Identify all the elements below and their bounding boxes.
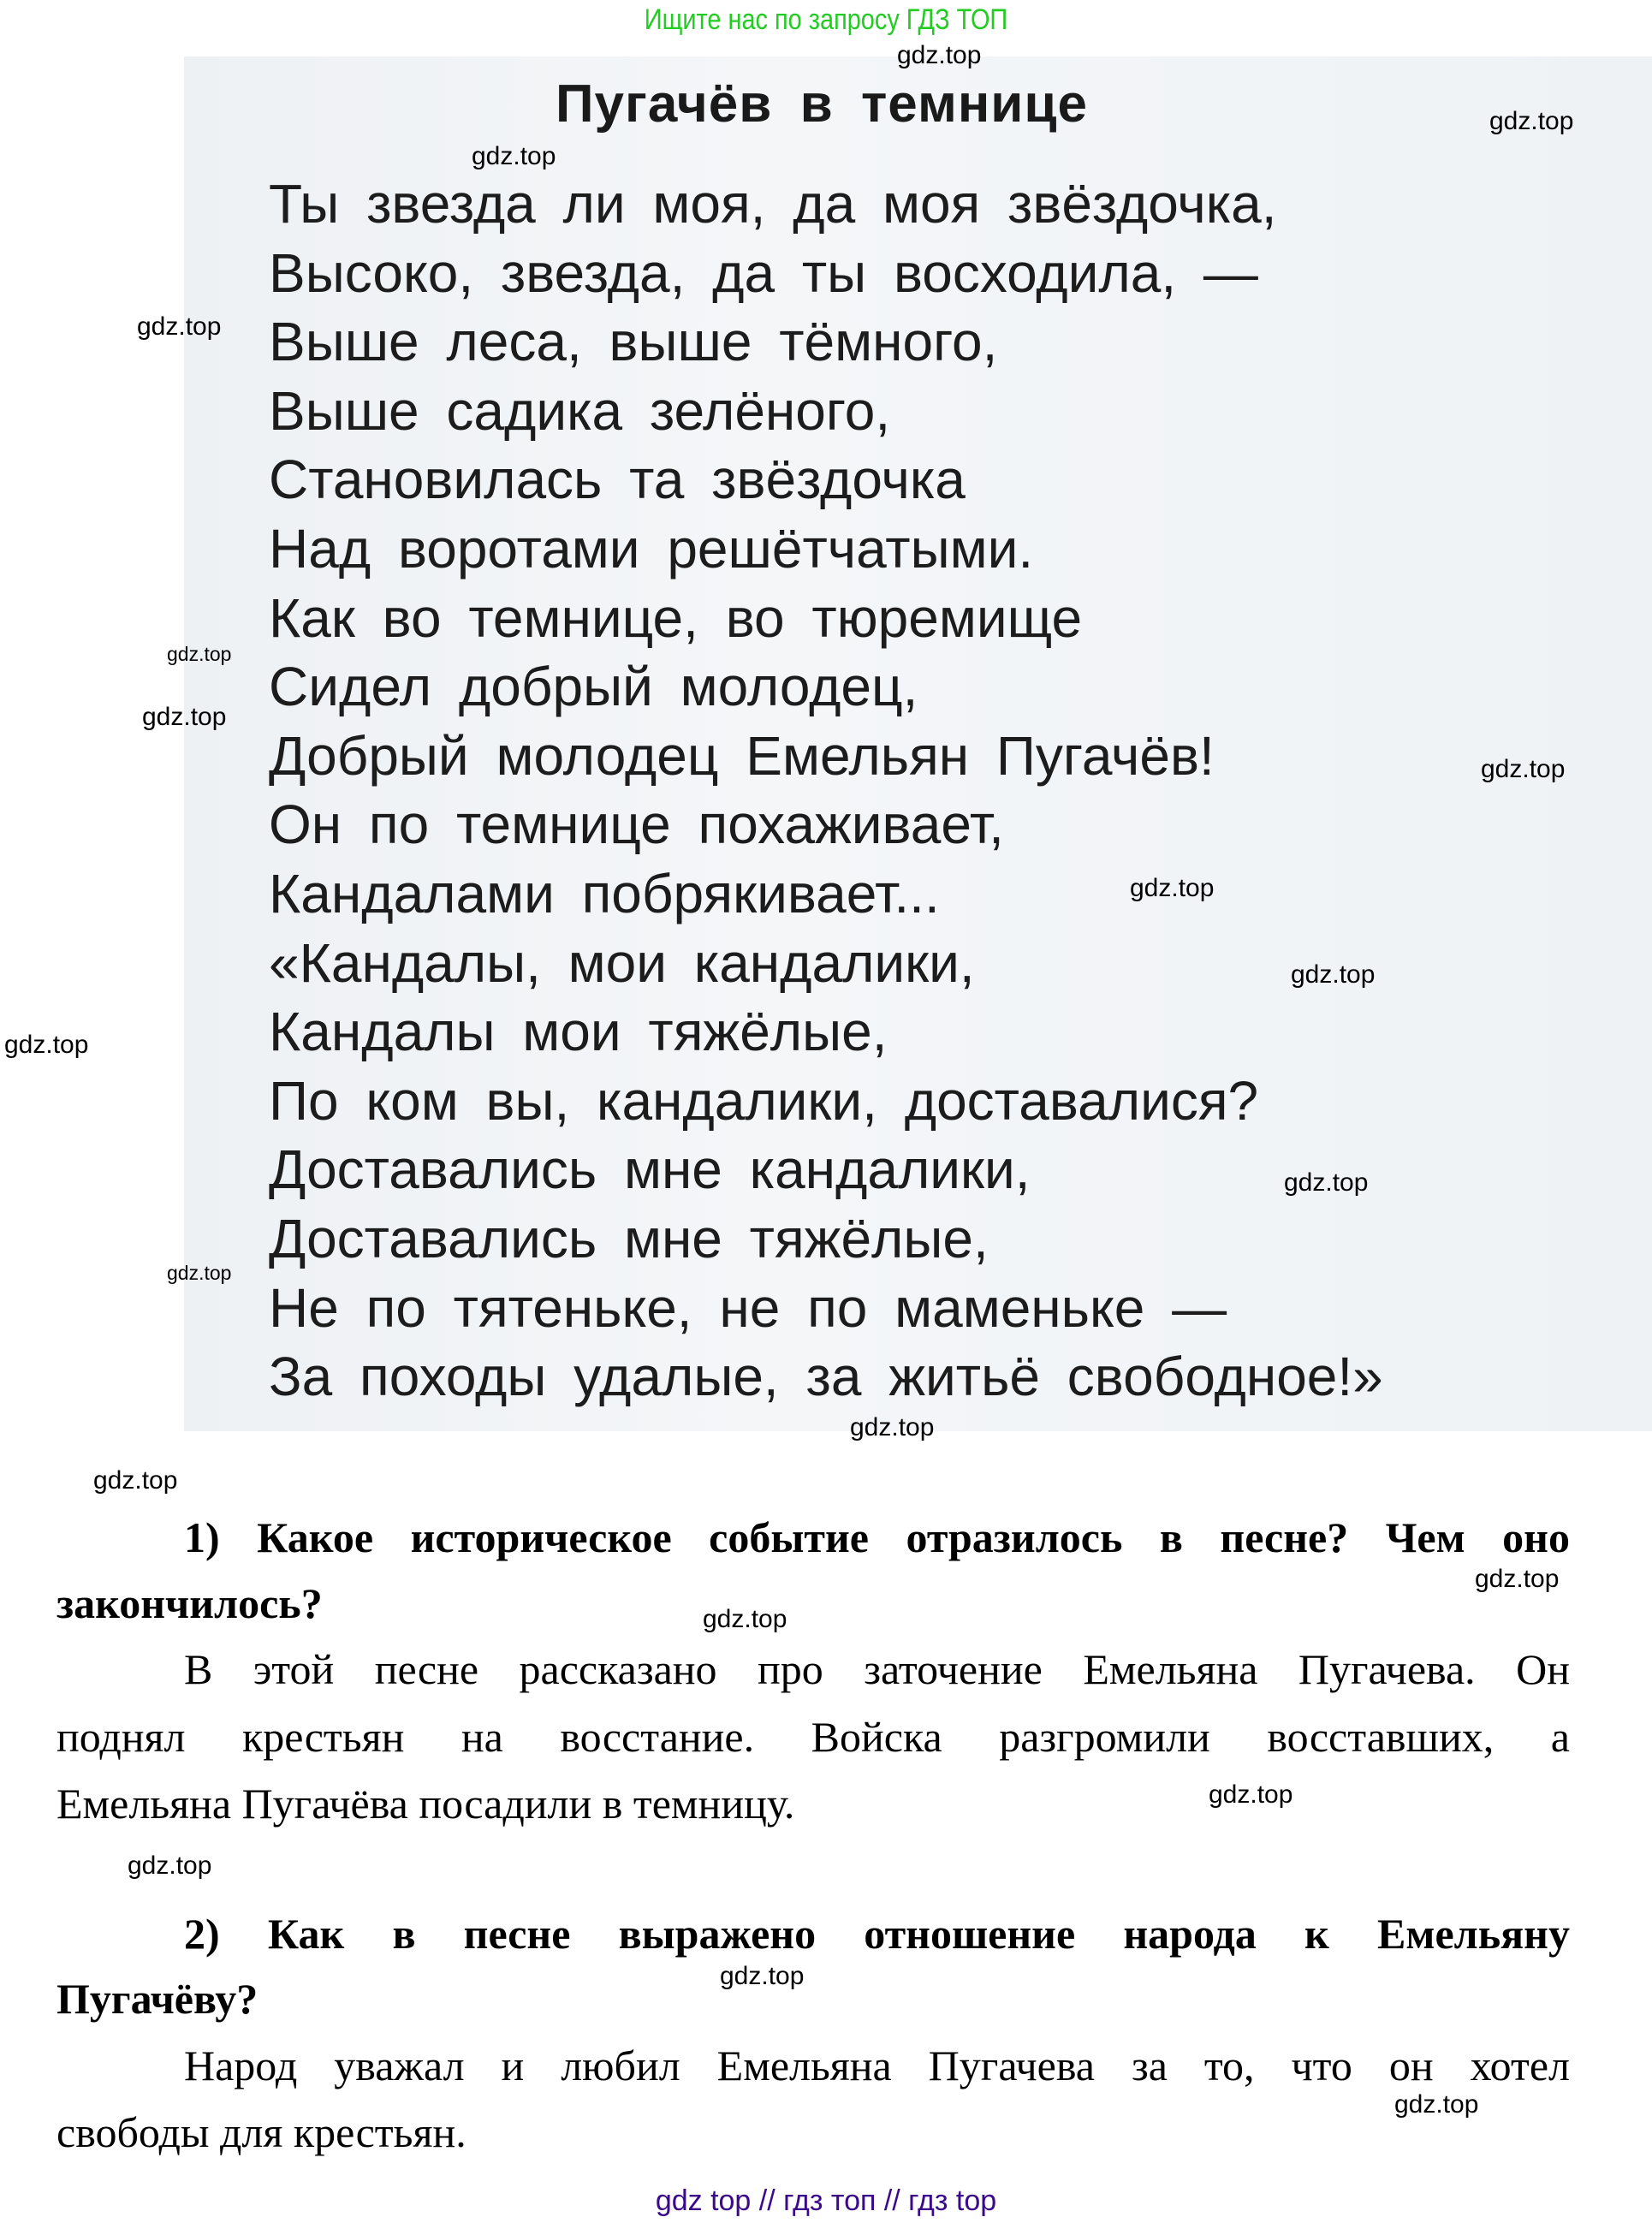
watermark: gdz.top — [720, 1962, 805, 1990]
answer-1-line-3: Емельяна Пугачёва посадили в темницу. — [56, 1780, 795, 1828]
answer-1-line-2: поднял крестьян на восстание. Войска разгромили восставших, а — [56, 1713, 1570, 1761]
poem-line: Выше леса, выше тёмного, — [269, 311, 998, 373]
poem-line: По ком вы, кандалики, доставалися? — [269, 1069, 1259, 1132]
watermark: gdz.top — [1475, 1565, 1560, 1593]
answer-2-line-1: Народ уважал и любил Емельяна Пугачева за то, что он хотел — [184, 2042, 1570, 2089]
question-1-line-2: закончилось? — [56, 1579, 323, 1627]
watermark: gdz.top — [1481, 755, 1566, 783]
question-2-line-1: 2) Как в песне выражено отношение народа к Емельяну — [184, 1910, 1570, 1958]
watermark: gdz.top — [93, 1466, 178, 1495]
poem-title: Пугачёв в темнице — [555, 74, 1088, 134]
watermark: gdz.top — [167, 1262, 232, 1284]
watermark: gdz.top — [1209, 1780, 1293, 1809]
watermark: gdz.top — [897, 41, 982, 69]
poem-line: Выше садика зелёного, — [269, 379, 891, 442]
question-2-line-2: Пугачёву? — [56, 1975, 258, 2023]
answer-1-line-1: В этой песне рассказано про заточение Емельяна Пугачева. Он — [184, 1645, 1570, 1693]
poem-line: Кандалами побрякивает... — [269, 863, 940, 924]
poem-line: Добрый молодец Емельян Пугачёв! — [269, 724, 1215, 787]
poem-line: Доставались мне кандалики, — [269, 1138, 1031, 1201]
watermark: gdz.top — [1291, 960, 1376, 989]
watermark: gdz.top — [142, 703, 227, 731]
watermark: gdz.top — [4, 1031, 89, 1059]
watermark: gdz.top — [137, 312, 222, 341]
poem-line: «Кандалы, мои кандалики, — [269, 931, 975, 994]
poem-line: Доставались мне тяжёлые, — [269, 1208, 989, 1269]
poem-line: Он по темнице похаживает, — [269, 794, 1004, 856]
watermark: gdz.top — [1489, 107, 1574, 135]
poem-line: Сидел добрый молодец, — [269, 656, 918, 718]
answer-2-line-2: свободы для крестьян. — [56, 2108, 466, 2156]
poem-line: Высоко, звезда, да ты восходила, — — [269, 241, 1258, 304]
footer-watermark: gdz top // гдз топ // гдз top — [655, 2184, 997, 2217]
poem-line: Как во темнице, во тюремище — [269, 586, 1083, 649]
poem-line: За походы удалые, за житьё свободное!» — [269, 1346, 1383, 1408]
watermark: gdz.top — [167, 643, 232, 665]
watermark: gdz.top — [1130, 874, 1215, 902]
question-1-line-1: 1) Какое историческое событие отразилось в песне? Чем оно — [184, 1513, 1570, 1561]
poem-line: Кандалы мои тяжёлые, — [269, 1001, 888, 1063]
watermark: gdz.top — [472, 142, 556, 170]
poem-line: Не по тятеньке, не по маменьке — — [269, 1276, 1227, 1339]
poem-line: Ты звезда ли моя, да моя звёздочка, — [269, 173, 1277, 235]
search-banner: Ищите нас по запросу ГДЗ ТОП — [644, 3, 1008, 36]
watermark: gdz.top — [703, 1605, 787, 1633]
watermark: gdz.top — [128, 1852, 212, 1880]
poem-line: Становилась та звёздочка — [269, 449, 966, 511]
watermark: gdz.top — [1284, 1168, 1369, 1197]
watermark: gdz.top — [1394, 2090, 1479, 2119]
watermark: gdz.top — [850, 1413, 935, 1441]
poem-line: Над воротами решётчатыми. — [269, 518, 1034, 580]
